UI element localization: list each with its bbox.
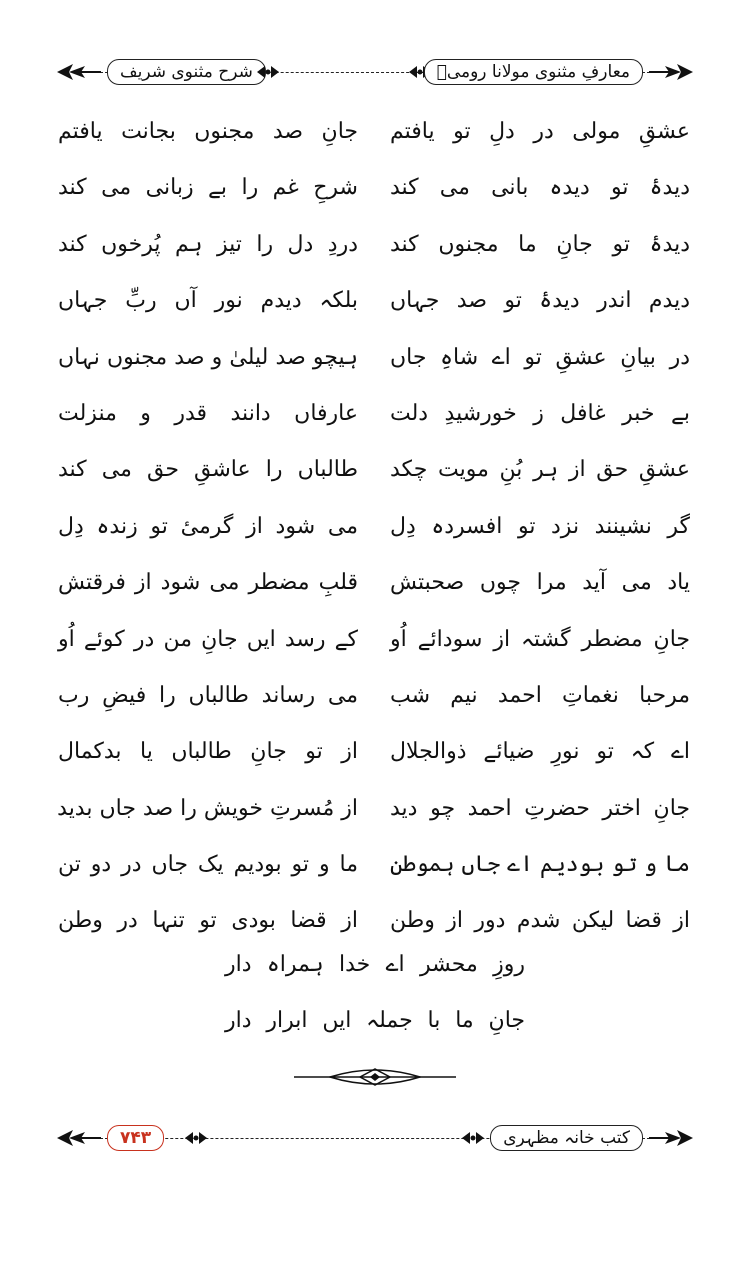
couplet xyxy=(50,104,700,160)
page-footer xyxy=(55,1118,695,1158)
first-hemistich: دیدۂ تو دیدہ بانی می کند xyxy=(390,175,690,201)
poem-body xyxy=(50,104,700,950)
second-hemistich: از تو جانِ طالباں یا بدکمال xyxy=(58,739,358,765)
second-hemistich: بلکہ دیدم نور آں ربِّ جہاں xyxy=(58,288,358,314)
second-hemistich: دردِ دل را تیز ہم پُرخوں کند xyxy=(58,231,358,257)
second-hemistich: قلبِ مضطر می شود از فرقتش xyxy=(58,570,358,596)
second-hemistich: از مُسرتِ خویش را صد جاں بدید xyxy=(57,795,358,821)
couplet xyxy=(50,668,700,724)
second-hemistich: شرحِ غم را بے زبانی می کند xyxy=(58,175,358,201)
arrow-ornament-icon xyxy=(649,62,695,82)
couplet xyxy=(50,386,700,442)
couplet xyxy=(50,724,700,780)
first-hemistich: عشقِ مولی در دلِ تو یافتم xyxy=(390,119,690,144)
knot-ornament-icon xyxy=(183,1129,209,1147)
couplet xyxy=(50,499,700,555)
couplet xyxy=(50,442,700,498)
couplet xyxy=(50,273,700,329)
knot-ornament-icon xyxy=(255,63,281,81)
second-hemistich: از قضا بودی تو تنہا در وطن xyxy=(58,908,358,934)
couplet xyxy=(50,837,700,893)
section-end-ornament-icon xyxy=(290,1065,460,1089)
second-hemistich: عارفاں دانند قدر و منزلت xyxy=(58,400,358,426)
page-header xyxy=(55,52,695,92)
second-hemistich: می شود از گرمیٔ تو زندہ دِل xyxy=(58,513,358,539)
first-hemistich: بے خبر غافل ز خورشیدِ دلت xyxy=(390,400,690,426)
first-hemistich: جانِ اختر حضرتِ احمد چو دید xyxy=(390,795,690,821)
first-hemistich: از قضا لیکن شدم دور از وطن xyxy=(390,908,690,934)
couplet xyxy=(50,160,700,216)
first-hemistich: ما و تو بودیم اے جاں ہموطن xyxy=(390,852,690,878)
first-hemistich: دیدم اندر دیدۂ تو صد جہاں xyxy=(390,288,690,314)
publisher-label: کتب خانہ مظہری xyxy=(490,1125,643,1151)
series-title-label: معارفِ مثنوی مولانا رومیؒ xyxy=(424,59,643,85)
couplet xyxy=(50,330,700,386)
first-hemistich: جانِ مضطر گشتہ از سودائے اُو xyxy=(390,626,690,652)
first-hemistich: در بیانِ عشقِ تو اے شاہِ جاں xyxy=(390,344,690,370)
couplet xyxy=(50,781,700,837)
closing-line: روزِ محشر اے خدا ہمراہ دار xyxy=(225,952,525,977)
first-hemistich: دیدۂ تو جانِ ما مجنوں کند xyxy=(390,231,690,257)
couplet xyxy=(50,555,700,611)
arrow-ornament-icon xyxy=(649,1128,695,1148)
book-title-label: شرح مثنوی شریف xyxy=(107,59,266,85)
closing-line: جانِ ما با جملہ ایں ابرار دار xyxy=(225,1008,525,1033)
knot-ornament-icon xyxy=(460,1129,486,1147)
second-hemistich: کے رسد ایں جانِ من در کوئے اُو xyxy=(58,626,358,652)
first-hemistich: یاد می آید مرا چوں صحبتش xyxy=(390,570,690,596)
second-hemistich: جانِ صد مجنوں بجانت یافتم xyxy=(58,119,358,144)
couplet xyxy=(50,217,700,273)
couplet xyxy=(50,893,700,949)
arrow-ornament-icon xyxy=(55,62,101,82)
first-hemistich: گر نشینند نزد تو افسردہ دِل xyxy=(390,513,690,539)
arrow-ornament-icon xyxy=(55,1128,101,1148)
second-hemistich: ما و تو بودیم یک جاں در دو تن xyxy=(58,852,358,878)
second-hemistich: می رساند طالباں را فیضِ رب xyxy=(58,682,358,708)
second-hemistich: طالباں را عاشقِ حق می کند xyxy=(58,457,358,483)
page-number: ۷۴۳ xyxy=(107,1125,164,1151)
first-hemistich: مرحبا نغماتِ احمد نیم شب xyxy=(390,682,690,708)
first-hemistich: اے کہ تو نورِ ضیائے ذوالجلال xyxy=(390,739,690,765)
couplet xyxy=(50,612,700,668)
second-hemistich: ہیچو صد لیلیٰ و صد مجنوں نہاں xyxy=(58,344,358,370)
closing-couplet xyxy=(0,945,750,1057)
first-hemistich: عشقِ حق از ہر بُنِ مویت چکد xyxy=(390,457,690,483)
